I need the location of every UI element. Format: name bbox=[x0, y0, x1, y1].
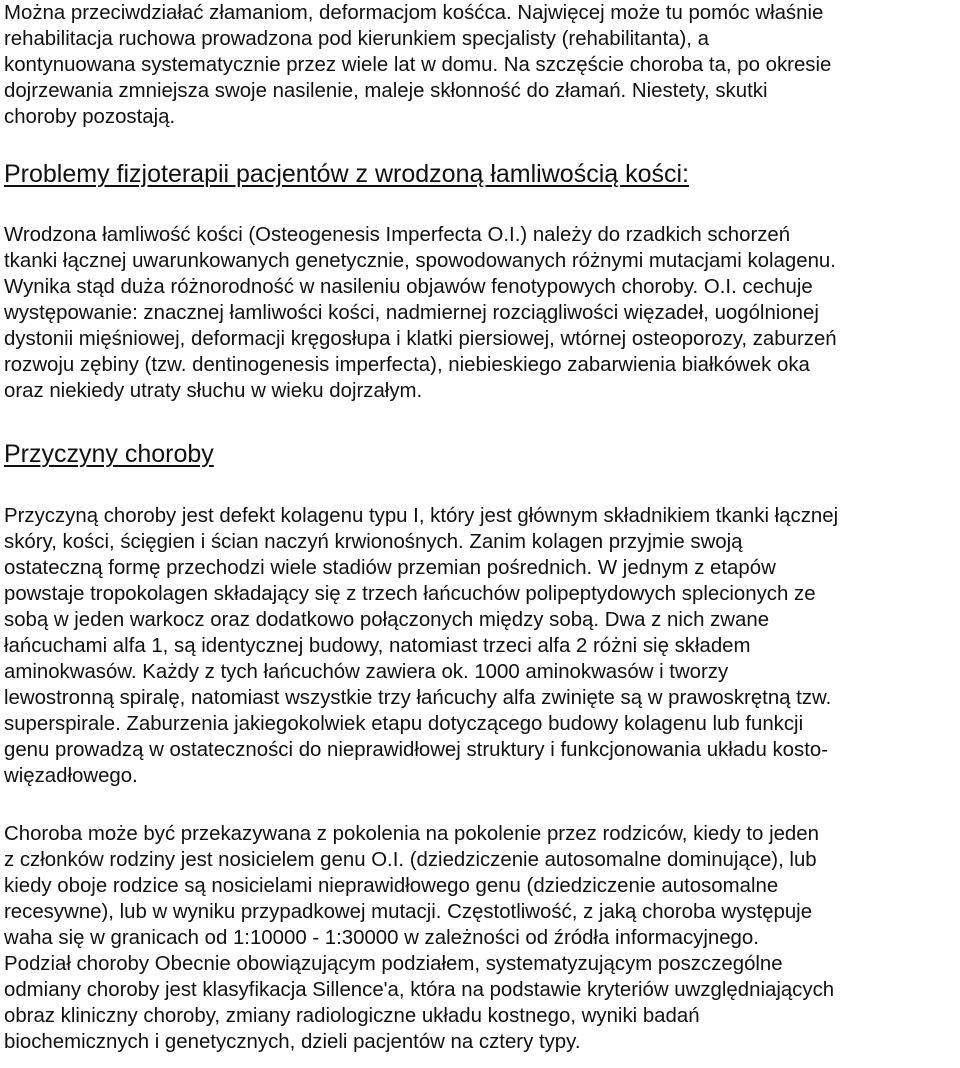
text-line: rehabilitacja ruchowa prowadzona pod kierunkiem specjalisty (rehabilitanta), a bbox=[4, 28, 709, 50]
text-line: oraz niekiedy utraty słuchu w wieku dojrzałym. bbox=[4, 380, 423, 402]
text-line: genu prowadzą w ostateczności do nieprawidłowej struktury i funkcjonowania układu kosto- bbox=[4, 739, 828, 761]
text-line: więzadłowego. bbox=[4, 765, 138, 787]
section-heading-causes: Przyczyny choroby bbox=[4, 440, 214, 468]
text-line: z członków rodziny jest nosicielem genu O.I. (dziedziczenie autosomalne dominujące), lub bbox=[4, 849, 817, 871]
text-line: rozwoju zębiny (tzw. dentinogenesis imperfecta), niebieskiego zabarwienia białkówek oka bbox=[4, 354, 810, 376]
text-line: kontynuowana systematycznie przez wiele lat w domu. Na szczęście choroba ta, po okresie bbox=[4, 54, 832, 76]
text-line: kiedy oboje rodzice są nosicielami nieprawidłowego genu (dziedziczenie autosomalne bbox=[4, 875, 779, 897]
text-line: dojrzewania zmniejsza swoje nasilenie, maleje skłonność do złamań. Niestety, skutki bbox=[4, 80, 768, 102]
text-line: dystonii mięśniowej, deformacji kręgosłupa i klatki piersiowej, wtórnej osteoporozy, zaburzeń bbox=[4, 328, 837, 350]
text-line: waha się w granicach od 1:10000 - 1:30000 w zależności od źródła informacyjnego. bbox=[4, 927, 759, 949]
text-line: Można przeciwdziałać złamaniom, deformacjom kośćca. Najwięcej może tu pomóc właśnie bbox=[4, 2, 824, 24]
text-line: ostateczną formę przechodzi wiele stadiów przemian pośrednich. W jednym z etapów bbox=[4, 557, 776, 579]
text-line: Podział choroby Obecnie obowiązującym podziałem, systematyzującym poszczególne bbox=[4, 953, 783, 975]
text-line: powstaje tropokolagen składający się z trzech łańcuchów polipeptydowych splecionych ze bbox=[4, 583, 816, 605]
text-line: odmiany choroby jest klasyfikacja Sillence'a, która na podstawie kryteriów uwzględniających bbox=[4, 979, 835, 1001]
text-line: łańcuchami alfa 1, są identycznej budowy, natomiast trzeci alfa 2 różni się składem bbox=[4, 635, 751, 657]
text-line: Przyczyną choroby jest defekt kolagenu typu I, który jest głównym składnikiem tkanki łącznej bbox=[4, 505, 839, 527]
text-line: Wynika stąd duża różnorodność w nasileniu objawów fenotypowych choroby. O.I. cechuje bbox=[4, 276, 813, 298]
text-line: choroby pozostają. bbox=[4, 106, 176, 128]
text-line: występowanie: znacznej łamliwości kości, nadmiernej rozciągliwości więzadeł, uogólnionej bbox=[4, 302, 819, 324]
text-line: sobą w jeden warkocz oraz dodatkowo połączonych między sobą. Dwa z nich zwane bbox=[4, 609, 770, 631]
text-line: biochemicznych i genetycznych, dzieli pacjentów na cztery typy. bbox=[4, 1031, 581, 1053]
text-line: tkanki łącznej uwarunkowanych genetycznie, spowodowanych różnymi mutacjami kolagenu. bbox=[4, 250, 836, 272]
text-line: superspirale. Zaburzenia jakiegokolwiek etapu dotyczącego budowy kolagenu lub funkcji bbox=[4, 713, 804, 735]
text-line: recesywne), lub w wyniku przypadkowej mutacji. Częstotliwość, z jaką choroba występuje bbox=[4, 901, 813, 923]
text-line: obraz kliniczny choroby, zmiany radiologiczne układu kostnego, wyniki badań bbox=[4, 1005, 700, 1027]
text-line: lewostronną spiralę, natomiast wszystkie trzy łańcuchy alfa zwinięte są w prawoskrętną tzw. bbox=[4, 687, 832, 709]
text-line: skóry, kości, ścięgien i ścian naczyń krwionośnych. Zanim kolagen przyjmie swoją bbox=[4, 531, 743, 553]
section-heading-problems: Problemy fizjoterapii pacjentów z wrodzoną łamliwością kości: bbox=[4, 160, 689, 188]
text-line: Choroba może być przekazywana z pokolenia na pokolenie przez rodziców, kiedy to jeden bbox=[4, 823, 819, 845]
text-line: aminokwasów. Każdy z tych łańcuchów zawiera ok. 1000 aminokwasów i tworzy bbox=[4, 661, 729, 683]
text-line: Wrodzona łamliwość kości (Osteogenesis Imperfecta O.I.) należy do rzadkich schorzeń bbox=[4, 224, 791, 246]
